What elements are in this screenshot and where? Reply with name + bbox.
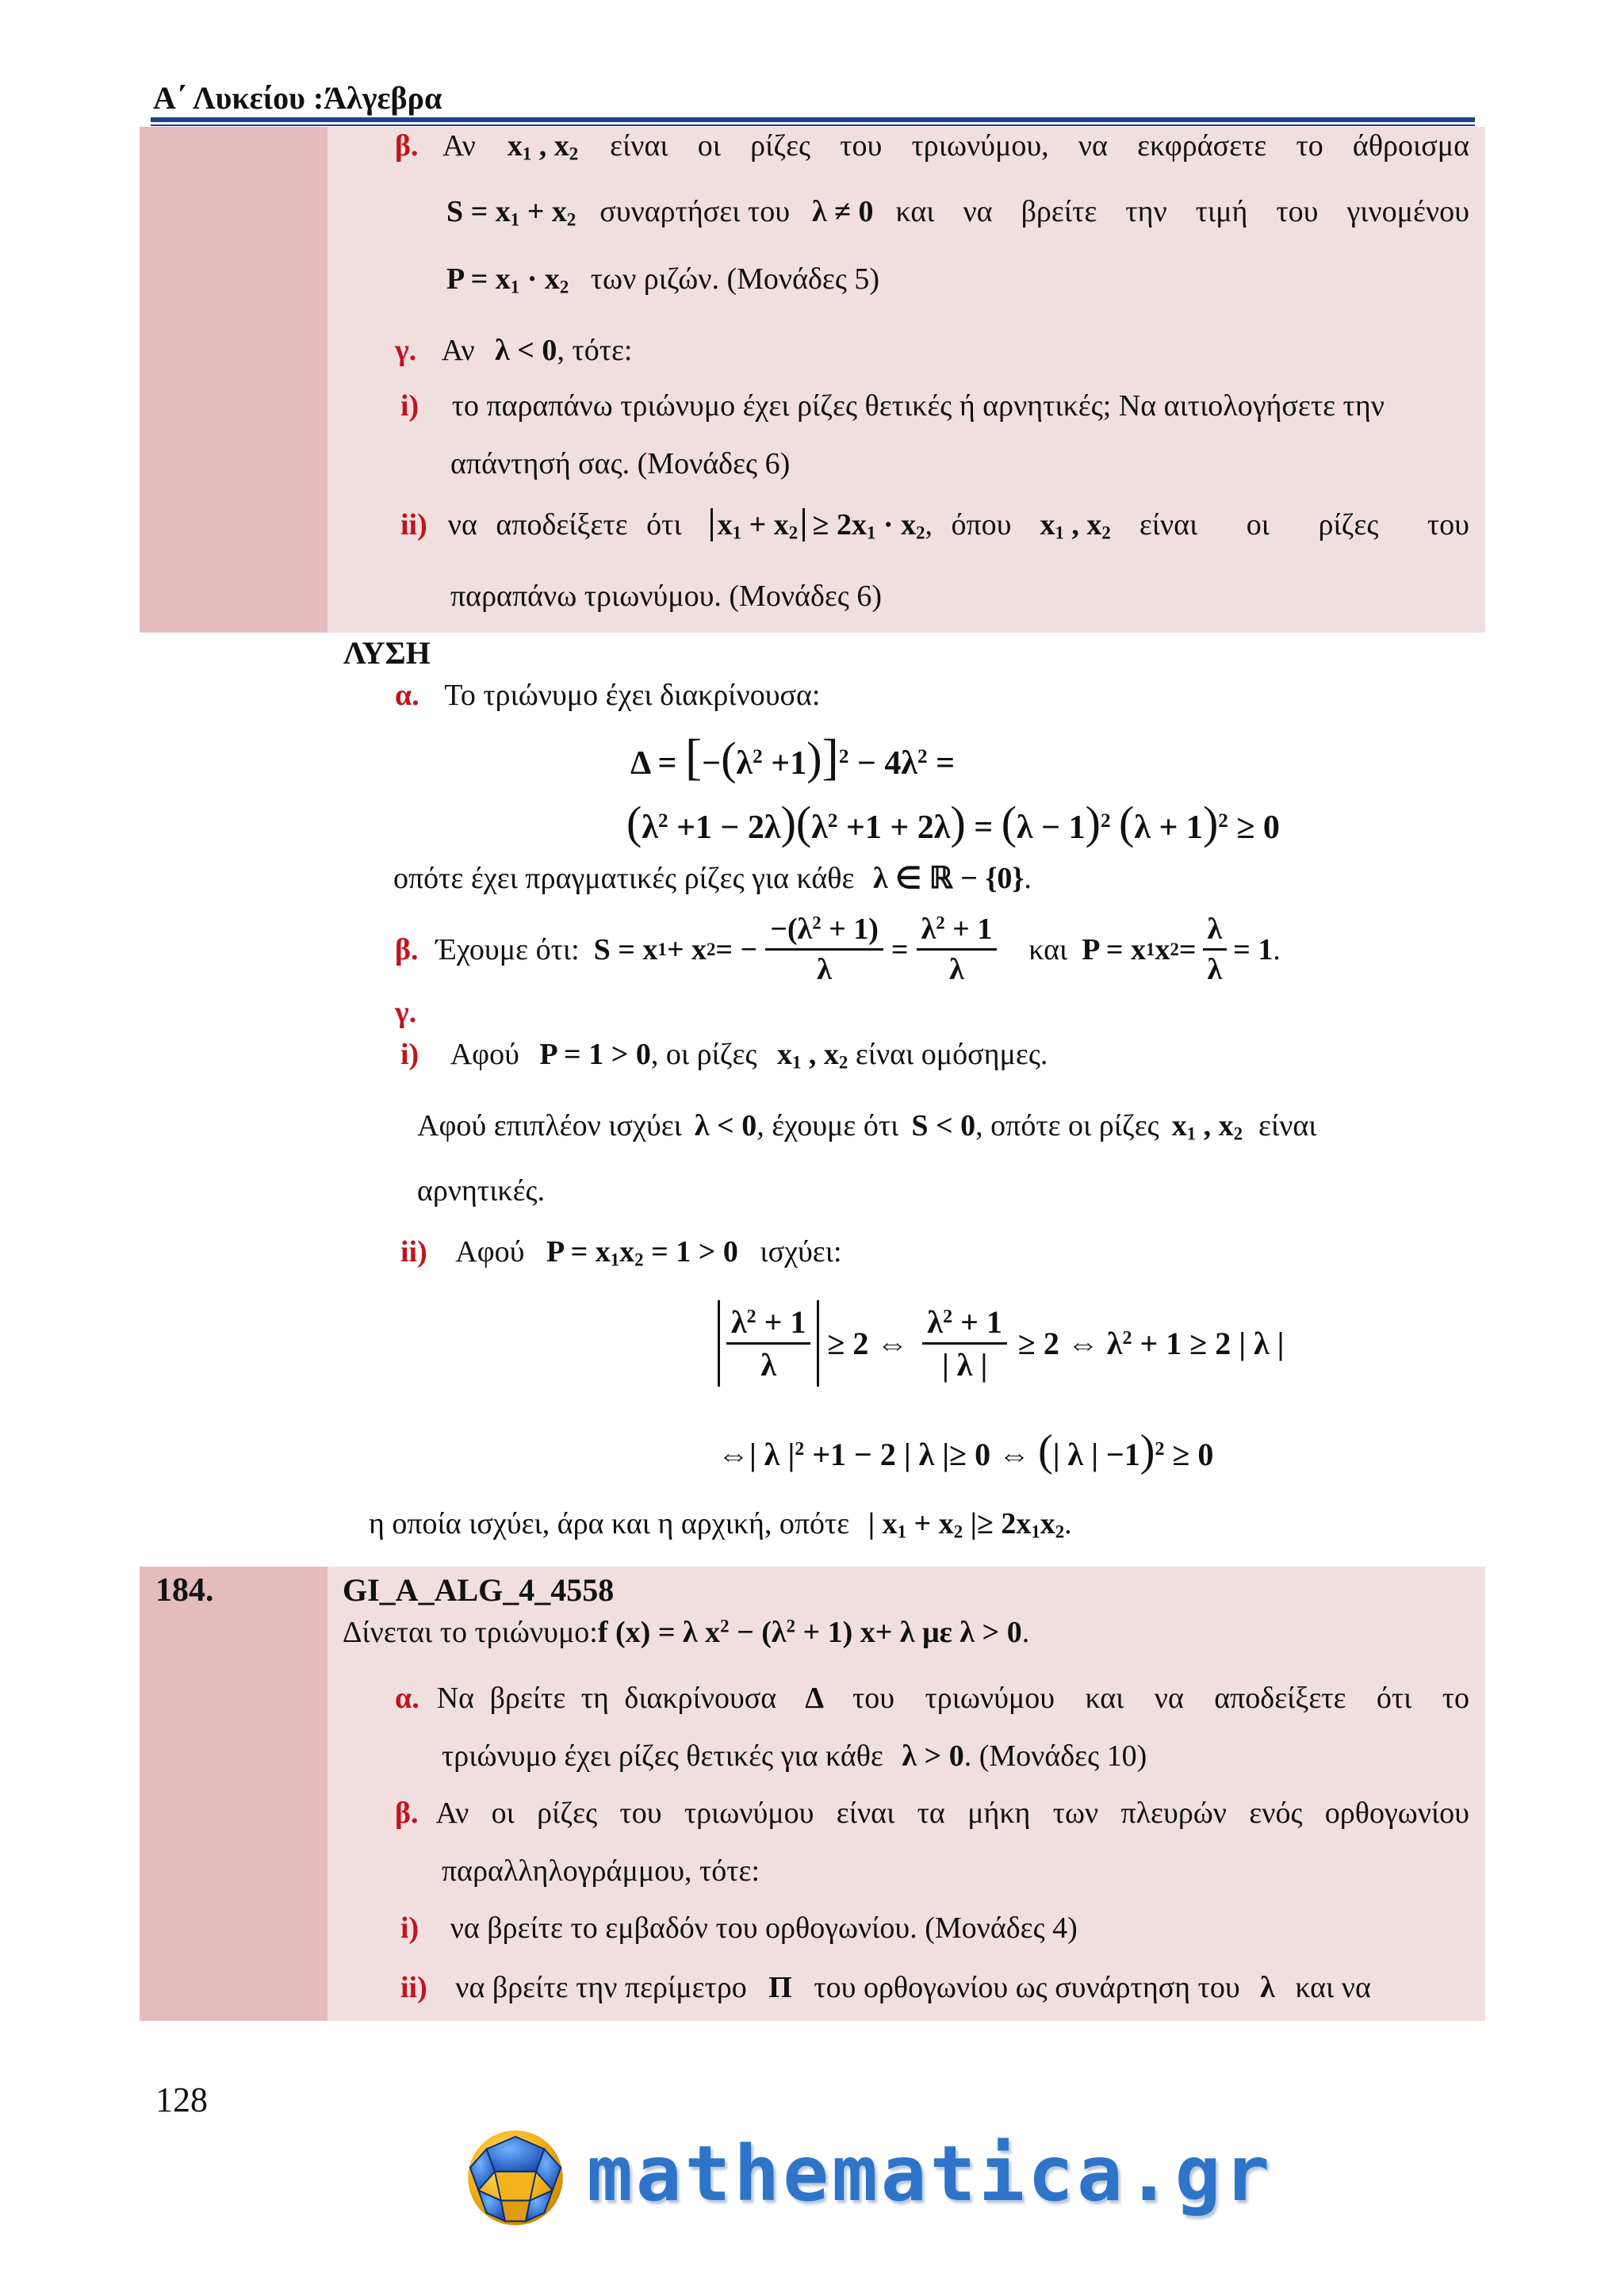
text: Αν οι ρίζες του τριωνύμου είναι τα μήκη των πλευρών ενός ορθογωνίου: [435, 1797, 1469, 1830]
text: να αποδείξετε ότι: [447, 508, 682, 541]
math-lambda-domain: λ ∈ ℝ − {0}: [872, 862, 1025, 895]
math-inequality-chain-1: $\frac{\lambda^2 + 1}{\lambda}$ ≥ 2 ⇔ $\frac{\lambda^2 + 1}{| \lambda |}$ ≥ 2 ⇔ $\lambda^2 + 1 \ge 2$ | λ |: [718, 1300, 1284, 1387]
math-delta: Δ: [805, 1682, 825, 1715]
text: είναι: [1258, 1109, 1317, 1142]
label-alpha: α.: [395, 679, 419, 712]
math-discriminant-1: $\Delta = [-(\lambda^2 +1)]^2 - 4\lambda^2$ =: [630, 729, 956, 785]
sol-ii-line: [400, 1234, 842, 1271]
math-roots: $x_1$ , $x_2$: [777, 1038, 848, 1073]
label-gamma: γ.: [395, 334, 417, 367]
text: , όπου: [925, 508, 1012, 541]
text: ισχύει:: [760, 1235, 842, 1269]
text: συναρτήσει του: [599, 195, 791, 228]
label-i: i): [400, 1911, 419, 1945]
label-i: i): [400, 389, 419, 423]
text: Αφού επιπλέον ισχύει: [417, 1109, 682, 1142]
text: να βρείτε την περίμετρο: [455, 1971, 747, 2004]
text: και να: [1295, 1971, 1371, 2004]
text: το παραπάνω τριώνυμο έχει ρίζες θετικές ή αρνητικές; Να αιτιολογήσετε την: [451, 389, 1385, 423]
text: , οι ρίζες: [650, 1038, 757, 1071]
text: , οπότε οι ρίζες: [975, 1109, 1159, 1142]
math-pi: Π: [768, 1971, 792, 2004]
text: τριώνυμο έχει ρίζες θετικές για κάθε: [442, 1739, 883, 1773]
text: . (Μονάδες 10): [963, 1739, 1147, 1773]
p184-a-line2: [442, 1739, 1147, 1774]
prev-b-line2: [446, 194, 1469, 231]
label-alpha: α.: [395, 1682, 419, 1715]
running-header: Α΄ Λυκείου :Άλγεβρα: [153, 80, 442, 116]
text: Αφού: [455, 1235, 525, 1269]
text: Έχουμε ότι:: [435, 932, 580, 966]
label-ii: ii): [400, 1971, 427, 2004]
prev-ii-line1: [400, 507, 1469, 544]
text: είναι ομόσημες.: [855, 1038, 1048, 1071]
prev-i-line2: απάντησή σας. (Μονάδες 6): [450, 447, 791, 480]
problem-184-box-left: [140, 1567, 327, 2021]
text: Αφού: [450, 1038, 519, 1071]
prev-ii-line2: παραπάνω τριωνύμου. (Μονάδες 6): [450, 580, 883, 613]
text: Αν: [441, 334, 475, 367]
math-p-positive: P = 1 > 0: [539, 1038, 651, 1071]
header-rule: [151, 117, 1475, 122]
math-roots: $x_1$ , $x_2$: [1171, 1109, 1243, 1144]
label-beta: β.: [395, 932, 419, 966]
text: Το τριώνυμο έχει διακρίνουσα:: [444, 679, 821, 712]
prev-b-line1: [395, 128, 1469, 165]
solution-heading: ΛΥΣΗ: [343, 635, 431, 671]
p184-b-line1: [395, 1796, 1469, 1831]
sol-i-line2: [417, 1108, 1400, 1145]
text: του τριωνύμου και να αποδείξετε ότι το: [852, 1682, 1469, 1715]
prev-c-line: [395, 333, 632, 368]
label-i: i): [400, 1038, 419, 1071]
math-p-eq: $P = x_1x_2 = 1 > 0$: [546, 1235, 738, 1270]
sol-a-after: οπότε έχει πραγματικές ρίζες για κάθε λ ∈ ℝ − {0}.: [393, 862, 1032, 895]
text: των ριζών. (Μονάδες 5): [590, 262, 880, 296]
math-final-inequality: | $x_1 + x_2$ |≥ $2x_1x_2$: [868, 1507, 1065, 1542]
header-rule-thin: [151, 124, 1475, 126]
math-s-formula: S = x 1 + x 2 = − $\frac{-(\lambda^2 + 1)}{\lambda}$ = $\frac{\lambda^2 + 1}{\lambda}$: [594, 912, 1005, 987]
text: Αν: [442, 129, 476, 163]
sol-b-line: β. Έχουμε ότι: S = x 1 + x 2 = − $\frac{-(\lambda^2 + 1)}{\lambda}$ = $\frac{\lambda^2 + 1}{\lambda}$ και P = x 1 x 2 = $\frac{\lambda}{\lambda}$ = 1 .: [395, 913, 1281, 986]
sol-final-line: η οποία ισχύει, άρα και η αρχική, οπότε | $x_1 + x_2$ |≥ $2x_1x_2$.: [369, 1507, 1072, 1542]
math-function: f (x) = λ $x^2 - (\lambda^2 + 1)$ x+ λ με λ > 0: [597, 1616, 1022, 1649]
text: του ορθογωνίου ως συνάρτηση του: [814, 1971, 1240, 2004]
logo[interactable]: [464, 2120, 1274, 2239]
text: , τότε:: [557, 334, 633, 367]
math-lambda-gt-0: λ > 0: [902, 1739, 964, 1773]
problem-code: GI_A_ALG_4_4558: [343, 1572, 615, 1608]
logo-polyhedron-icon: [464, 2126, 567, 2229]
problem-number: 184.: [155, 1572, 214, 1609]
label-gamma: γ.: [395, 996, 417, 1029]
label-ii: ii): [400, 508, 427, 541]
math-discriminant-2: $(\lambda^2 +1 - 2\lambda)(\lambda^2 +1 + 2\lambda) = (\lambda - 1)^2$ $(\lambda + 1)^2 \ge 0$: [626, 797, 1280, 848]
math-lambda-neq-0: λ ≠ 0: [812, 195, 874, 228]
p184-ii-line: [400, 1970, 1371, 2005]
sol-i-line1: [400, 1037, 1048, 1073]
text: και να βρείτε την τιμή του γινομένου: [895, 195, 1469, 228]
logo-text: mathematica.gr: [587, 2130, 1274, 2218]
math-lambda-lt-0: λ < 0: [694, 1109, 757, 1142]
text: Να βρείτε τη διακρίνουσα: [436, 1682, 777, 1715]
label-beta: β.: [395, 129, 419, 163]
page-number: 128: [155, 2080, 208, 2119]
label-beta: β.: [395, 1797, 419, 1830]
text: Δίνεται το τριώνυμο:: [343, 1616, 598, 1649]
problem-intro: Δίνεται το τριώνυμο:f (x) = λ $x^2 - (\lambda^2 + 1)$ x+ λ με λ > 0.: [343, 1616, 1030, 1649]
text: και: [1028, 932, 1068, 966]
p184-i-line: [400, 1911, 1078, 1946]
text: είναι οι ρίζες του: [1139, 508, 1469, 541]
text: είναι οι ρίζες του τριωνύμου, να εκφράσετε το άθροισμα: [610, 129, 1469, 163]
text: , έχουμε ότι: [756, 1109, 899, 1142]
p184-b-line2: παραλληλογράμμου, τότε:: [442, 1854, 760, 1888]
problem-box-left: [140, 127, 327, 633]
math-sum: $S = x_1 + x_2$: [446, 195, 576, 230]
text: να βρείτε το εμβαδόν του ορθογωνίου. (Μονάδες 4): [450, 1911, 1078, 1945]
math-roots: $x_1$ , $x_2$: [507, 129, 579, 164]
math-p-formula: P = x 1 x 2 = $\frac{\lambda}{\lambda}$ = 1: [1082, 913, 1274, 986]
math-inequality-chain-2: ⇔| λ $|^2 +1 - 2$ | λ |≥ 0 ⇔ (| λ | −1)$^2$ ≥ 0: [718, 1426, 1214, 1475]
prev-i-line1: [400, 388, 1385, 423]
label-ii: ii): [400, 1235, 427, 1269]
text: η οποία ισχύει, άρα και η αρχική, οπότε: [369, 1507, 850, 1540]
sol-a-line: [395, 678, 820, 713]
text: οπότε έχει πραγματικές ρίζες για κάθε: [393, 862, 855, 895]
math-product: $P = x_1 \cdot x_2$: [446, 262, 569, 297]
math-lambda: λ: [1260, 1971, 1275, 2004]
math-s-negative: S < 0: [911, 1109, 976, 1142]
prev-b-line3: [446, 262, 879, 298]
sol-i-line3: αρνητικές.: [417, 1174, 546, 1207]
math-lambda-lt-0: λ < 0: [495, 334, 557, 367]
math-roots: $x_1$ , $x_2$: [1040, 508, 1111, 543]
p184-a-line1: [395, 1681, 1469, 1716]
math-abs-inequality: $x_1 + x_2 \ge 2x_1 \cdot x_2$: [710, 507, 925, 544]
